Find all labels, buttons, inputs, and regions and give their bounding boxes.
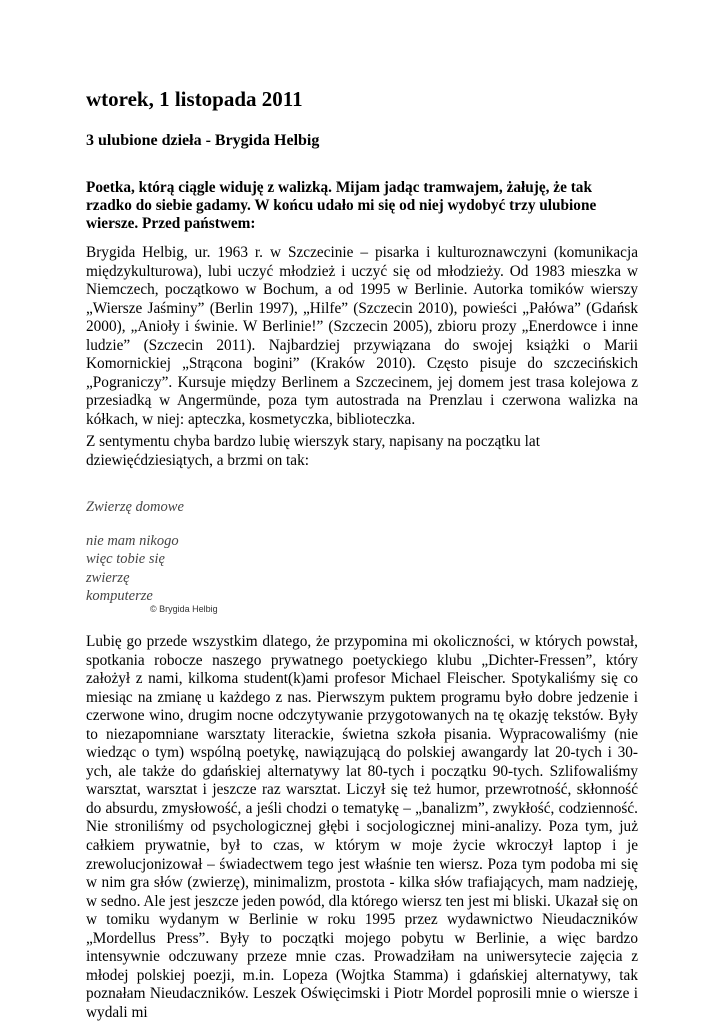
poem-block bbox=[86, 498, 184, 605]
poem-copyright: © Brygida Helbig bbox=[150, 604, 218, 614]
author-bio-paragraph: Brygida Helbig, ur. 1963 r. w Szczecinie – pisarka i kulturoznawczyni (komunikacja międzykulturowa), lubi uczyć młodzież i uczyć się od młodzieży. Od 1983 mieszka w Niemczech, początkowo w Bochum, a od 1995 w Berlinie. Autorka tomików wierszy „Wiersze Jaśminy” (Berlin 1997), „Hilfe” (Szczecin 2010), powieści „Pałówa” (Gdańsk 2000), „Anioły i świnie. W Berlinie!” (Szczecin 2005), zbioru prozy „Enerdowce i inne ludzie” (Szczecin 2011). Najbardziej przywiązana do swojej książki o Marii Komornickiej „Strącona bogini” (Kraków 2010). Często pisuje do szczecińskich „Pograniczy”. Kursuje między Berlinem a Szczecinem, jej domem jest trasa kolejowa z przesiadką w Angermünde, poza tym autostrada na Prenzlau i czerwona walizka na kółkach, w niej: apteczka, kosmetyczka, biblioteczka. bbox=[86, 244, 638, 428]
poem-line: zwierzę bbox=[86, 569, 130, 586]
intro-paragraph: Poetka, którą ciągle widuję z walizką. Mijam jadąc tramwajem, żałuję, że tak rzadko do siebie gadamy. W końcu udało mi się od niej wydobyć trzy ulubione wiersze. Przed państwem: bbox=[86, 179, 597, 232]
poem-line: więc tobie się bbox=[86, 551, 165, 568]
post-title: 3 ulubione dzieła - Brygida Helbig bbox=[86, 132, 320, 149]
poem-title: Zwierzę domowe bbox=[86, 499, 184, 515]
poem-line: komputerze bbox=[86, 587, 153, 604]
post-date: wtorek, 1 listopada 2011 bbox=[86, 87, 303, 111]
poem-lead-paragraph: Z sentymentu chyba bardzo lubię wierszyk stary, napisany na początku lat dziewięćdziesiątych, a brzmi on tak: bbox=[86, 433, 540, 469]
poem-line: nie mam nikogo bbox=[86, 533, 179, 550]
body-paragraph: Lubię go przede wszystkim dlatego, że przypomina mi okoliczności, w których powstał, spotkania robocze naszego prywatnego poetyckiego klubu „Dichter-Fressen”, który założył z nami, kilkoma student(k)ami profesor Michael Fleischer. Spotykaliśmy się co miesiąc na zmianę u każdego z nas. Pierwszym puktem programu było dobre jedzenie i czerwone wino, drugim nocne odczytywanie przygotowanych na tę okazję tekstów. Były to niezapomniane warsztaty literackie, świetna szkoła pisania. Wypracowaliśmy (nie wiedząc o tym) wspólną poetykę, nawiązującą do polskiej awangardy lat 20-tych i 30-ych, ale także do gdańskiej alternatywy lat 80-tych i początku 90-tych. Szlifowaliśmy warsztat, warsztat i jeszcze raz warsztat. Liczył się też humor, przewrotność, skłonność do absurdu, zmysłowość, a jeśli chodzi o tematykę – „banalizm”, zwykłość, codzienność. Nie stroniliśmy od psychologicznej głębi i socjologicznej mini-analizy. Poza tym, już całkiem prywatnie, był to czas, w którym w moje życie wkroczył laptop i je zrewolucjonizował – świadectwem tego jest właśnie ten wiersz. Poza tym podoba mi się w nim gra słów (zwierzę), minimalizm, prostota - kilka słów trafiających, mam nadzieję, w sedno. Ale jest jeszcze jeden powód, dla którego wiersz ten jest mi bliski. Ukazał się on w tomiku wydanym w Berlinie w roku 1995 przez wydawnictwo Nieudaczników „Mordellus Press”. Były to początki mojego pobytu w Berlinie, a więc bardzo intensywnie odczuwany przeze mnie czas. Prowadziłam na uniwersytecie zajęcia z młodej polskiej poezji, m.in. Lopeza (Wojtka Stamma) i gdańskiej alternatywy, tak poznałam Nieudaczników. Leszek Oświęcimski i Piotr Mordel poprosili mnie o wiersze i wydali mi bbox=[86, 633, 638, 1021]
